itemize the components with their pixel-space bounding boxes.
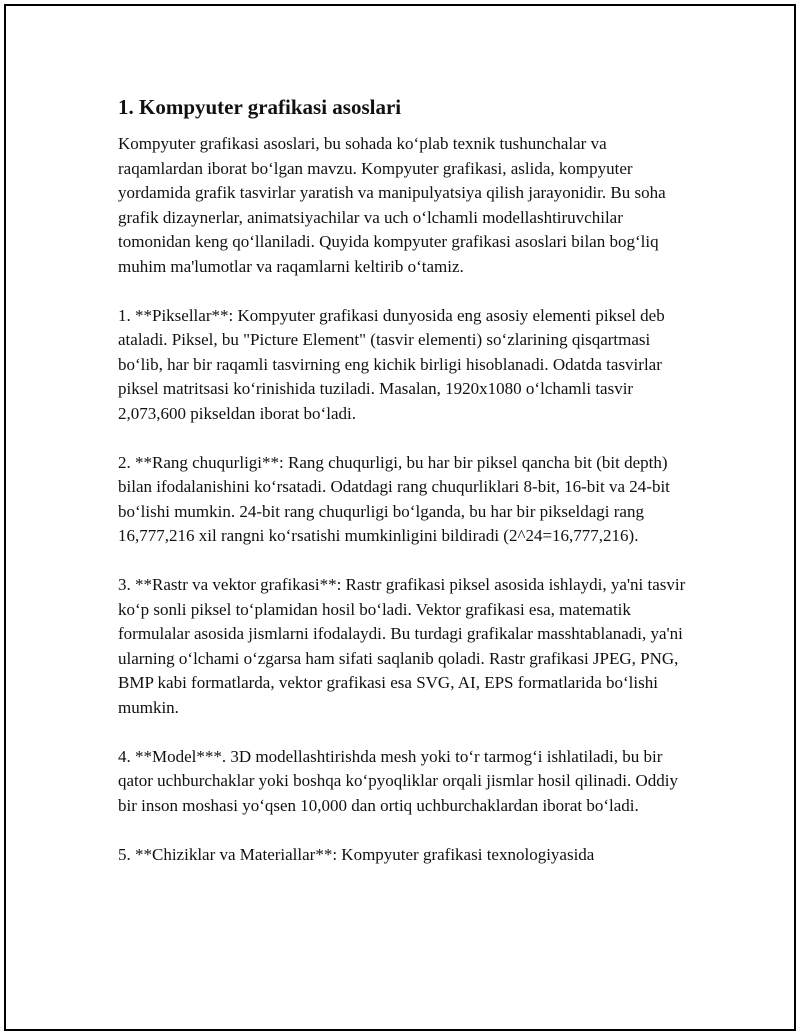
- document-title: 1. Kompyuter grafikasi asoslari: [118, 95, 402, 119]
- paragraph-model: 4. **Model***. 3D modellashtirishda mesh yoki to‘r tarmog‘i ishlatiladi, bu bir qator uchburchaklar yoki boshqa ko‘pyoqliklar orqali jismlar hosil qilinadi. Oddiy bir inson moshasi yo‘qsen 10,000 dan ortiq uchburchaklardan iborat bo‘ladi.: [118, 746, 678, 815]
- intro-paragraph: Kompyuter grafikasi asoslari, bu sohada ko‘plab texnik tushunchalar va raqamlardan iborat bo‘lgan mavzu. Kompyuter grafikasi, aslida, kompyuter yordamida grafik tasvirlar yaratish va manipulyatsiya qilish jarayonidir. Bu soha grafik dizaynerlar, animatsiyachilar va uch o‘lchamli modellashtiruvchilar tomonidan keng qo‘llaniladi. Quyida kompyuter grafikasi asoslari bilan bog‘liq muhim ma'lumotlar va raqamlarni keltirib o‘tamiz.: [118, 134, 666, 276]
- paragraph-rastr-vektor: 3. **Rastr va vektor grafikasi**: Rastr grafikasi piksel asosida ishlaydi, ya'ni tasvir ko‘p sonli piksel to‘plamidan hosil bo‘ladi. Vektor grafikasi esa, matematik formulalar asosida jismlarni ifodalaydi. Bu turdagi grafikalar masshtablanadi, ya'ni ularning o‘lchami o‘zgarsa ham sifati saqlanib qoladi. Rastr grafikasi JPEG, PNG, BMP kabi formatlarda, vektor grafikasi esa SVG, AI, EPS formatlarida bo‘lishi mumkin.: [118, 575, 686, 717]
- paragraph-rang-chuqurligi: 2. **Rang chuqurligi**: Rang chuqurligi, bu har bir piksel qancha bit (bit depth) bilan ifodalanishini ko‘rsatadi. Odatdagi rang chuqurliklari 8-bit, 16-bit va 24-bit bo‘lishi mumkin. 24-bit rang chuqurligi bo‘lganda, bu har bir pikseldagi rang 16,777,216 xil rangni ko‘rsatishi mumkinligini bildiradi (2^24=16,777,216).: [118, 452, 670, 545]
- document-body: [118, 94, 688, 892]
- paragraph-chiziklar: 5. **Chiziklar va Materiallar**: Kompyuter grafikasi texnologiyasida: [118, 844, 595, 864]
- paragraph-piksellar: 1. **Piksellar**: Kompyuter grafikasi dunyosida eng asosiy elementi piksel deb ataladi. Piksel, bu "Picture Element" (tasvir elementi) so‘zlarining qisqartmasi bo‘lib, har bir raqamli tasvirning eng kichik birligi hisoblanadi. Odatda tasvirlar piksel matritsasi ko‘rinishida tuziladi. Masalan, 1920x1080 o‘lchamli tasvir 2,073,600 pikseldan iborat bo‘ladi.: [118, 305, 665, 423]
